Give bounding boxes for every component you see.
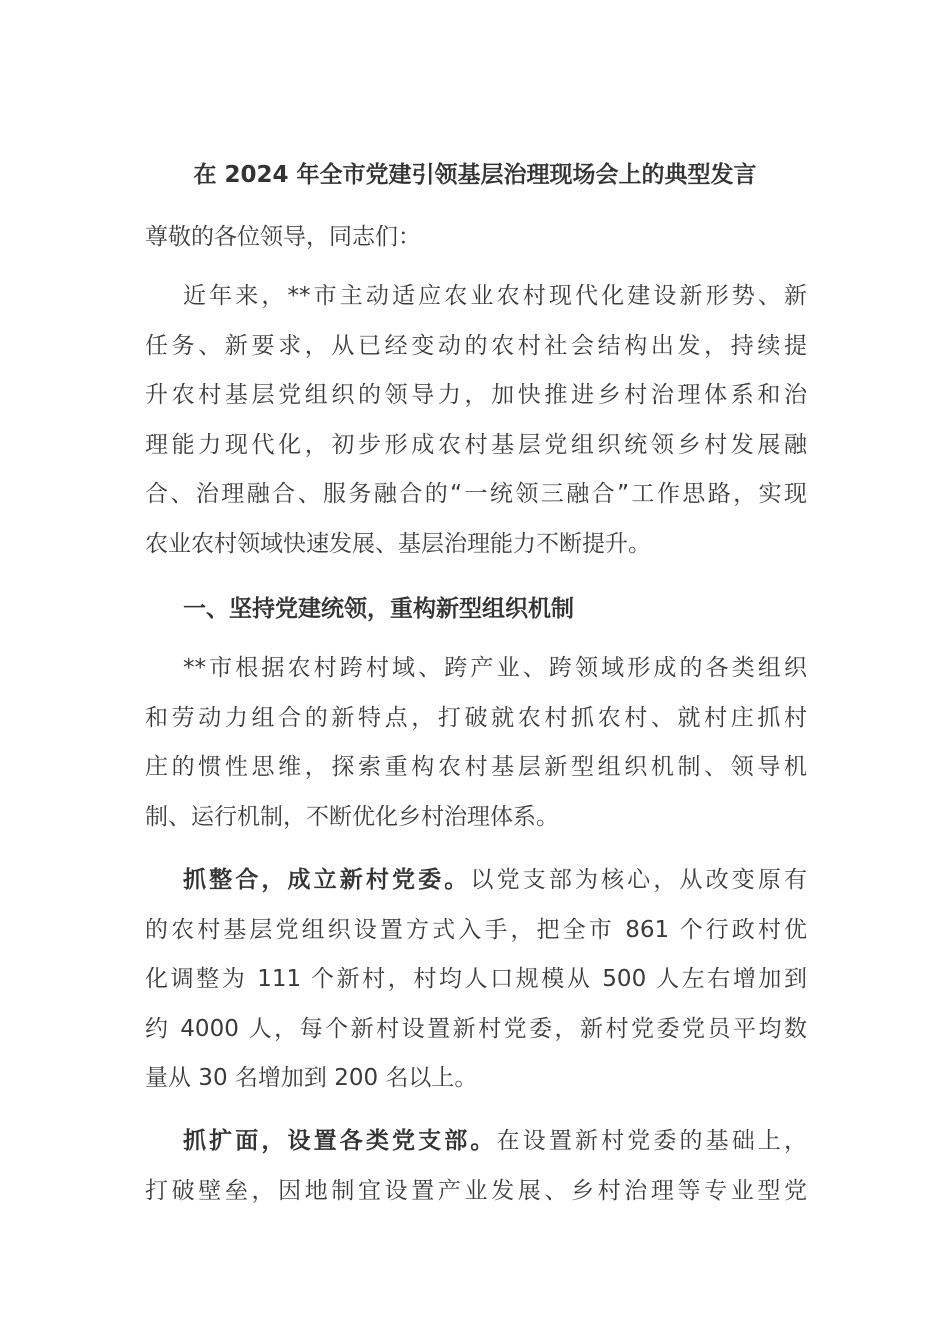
item2-paragraph <box>145 1117 807 1216</box>
paragraph-line: 近年来，**市主动适应农业农村现代化建设新形势、新 <box>183 283 807 309</box>
paragraph-line: **市根据农村跨村域、跨产业、跨领域形成的各类组织 <box>183 655 807 681</box>
paragraph-line: 和劳动力组合的新特点，打破就农村抓农村、就村庄抓村 <box>145 704 807 731</box>
paragraph-line <box>145 1117 807 1167</box>
paragraph-line: 任务、新要求，从已经变动的农村社会结构出发，持续提 <box>145 332 807 359</box>
paragraph-line: 农业农村领域快速发展、基层治理能力不断提升。 <box>145 530 651 557</box>
section1-paragraph <box>145 644 807 842</box>
document-title: 在 2024 年全市党建引领基层治理现场会上的典型发言 <box>193 162 757 188</box>
salutation: 尊敬的各位领导，同志们： <box>145 224 421 250</box>
section-heading: 一、坚持党建统领，重构新型组织机制 <box>183 596 574 622</box>
item-lead: 抓整合，成立新村党委。 <box>183 867 471 893</box>
paragraph-line: 制、运行机制，不断优化乡村治理体系。 <box>145 803 559 830</box>
item-lead: 抓扩面，设置各类党支部。 <box>183 1128 497 1154</box>
item1-paragraph <box>145 856 807 1104</box>
paragraph-line: 理能力现代化，初步形成农村基层党组织统领乡村发展融 <box>145 431 807 458</box>
paragraph-line: 合、治理融合、服务融合的“一统领三融合”工作思路，实现 <box>145 481 807 508</box>
paragraph-line <box>145 856 807 906</box>
paragraph-line: 打破壁垒，因地制宜设置产业发展、乡村治理等专业型党 <box>145 1177 807 1204</box>
item-text: 以党支部为核心，从改变原有 <box>470 867 808 893</box>
paragraph-line: 庄的惯性思维，探索重构农村基层新型组织机制、领导机 <box>145 754 807 781</box>
item-text: 在设置新村党委的基础上， <box>496 1128 808 1154</box>
paragraph-line: 量从 30 名增加到 200 名以上。 <box>145 1065 478 1092</box>
paragraph-line: 化调整为 111 个新村，村均人口规模从 500 人左右增加到 <box>145 966 807 993</box>
intro-paragraph <box>145 272 807 570</box>
paragraph-line: 升农村基层党组织的领导力，加快推进乡村治理体系和治 <box>145 382 807 409</box>
paragraph-line: 的农村基层党组织设置方式入手，把全市 861 个行政村优 <box>145 916 807 943</box>
paragraph-line: 约 4000 人，每个新村设置新村党委，新村党委党员平均数 <box>145 1015 807 1042</box>
